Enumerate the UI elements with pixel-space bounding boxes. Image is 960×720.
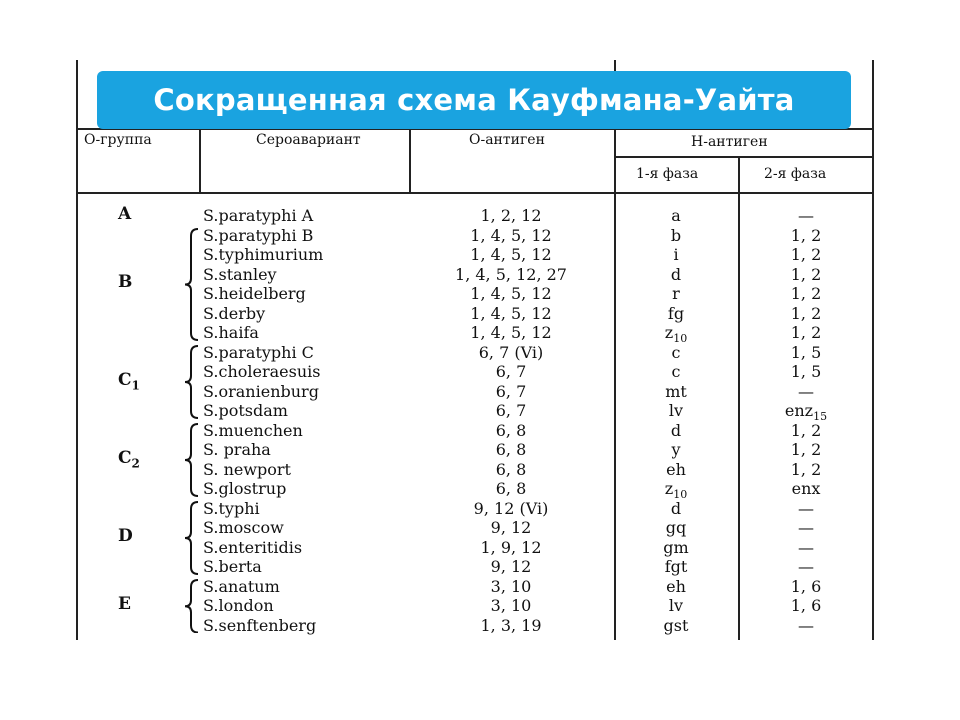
h-phase1-cell <box>663 538 688 557</box>
group-label-text: D <box>118 525 133 546</box>
h-phase1-cell <box>669 596 683 615</box>
o-antigen-cell-text: 1, 9, 12 <box>480 537 542 557</box>
h-phase2-cell <box>798 616 814 635</box>
h-phase2-cell-text: 1, 5 <box>790 342 822 362</box>
serovar-cell-text: S.glostrup <box>203 479 287 498</box>
subscript: 10 <box>673 488 688 502</box>
serovar-cell <box>203 557 262 576</box>
serovar-cell <box>203 284 306 303</box>
serovar-cell-text: S.haifa <box>203 323 259 342</box>
group-label-text: E <box>118 593 131 614</box>
serovar-cell <box>203 460 291 479</box>
serovar-cell-text: S.oranienburg <box>203 381 319 401</box>
o-antigen-cell-text: 9, 12 <box>490 557 532 576</box>
serovar-cell-text: S.senftenberg <box>203 615 317 635</box>
serovar-cell-text: S.stanley <box>203 264 277 284</box>
o-antigen-cell <box>470 226 551 245</box>
group-label-text: B <box>118 272 133 292</box>
o-antigen-cell-text: 6, 8 <box>495 459 527 479</box>
serovar-cell <box>203 206 313 225</box>
o-antigen-cell <box>496 479 527 498</box>
h-phase1-cell-text: gm <box>663 537 689 557</box>
h-phase1-cell <box>671 421 681 440</box>
h-phase2-cell-text: — <box>798 498 814 518</box>
o-antigen-cell-text: 1, 2, 12 <box>480 206 542 225</box>
group-brace-path <box>185 346 198 418</box>
h-phase1-cell <box>671 226 681 245</box>
o-antigen-cell-text: 3, 10 <box>490 576 532 596</box>
serovar-cell <box>203 499 260 518</box>
h-phase2-cell-text: — <box>798 518 814 537</box>
h-phase1-cell <box>666 577 686 596</box>
serovar-cell <box>203 343 314 362</box>
h-phase1-cell <box>671 206 681 225</box>
serovar-cell-text: S.potsdam <box>203 401 288 420</box>
o-antigen-cell <box>496 440 527 459</box>
serovar-cell <box>203 245 323 264</box>
h-phase2-cell <box>791 362 822 381</box>
h-phase2-cell-text: 1, 5 <box>790 362 822 381</box>
group-label-text: C <box>118 369 132 390</box>
h-phase2-cell-text: — <box>798 206 814 225</box>
o-antigen-cell <box>480 206 541 225</box>
h-phase2-cell-text: — <box>798 557 814 576</box>
col-separator <box>199 130 201 192</box>
o-antigen-cell <box>455 265 567 284</box>
o-antigen-cell <box>496 362 527 381</box>
o-antigen-cell-text: 6, 8 <box>495 479 527 498</box>
o-antigen-cell <box>474 499 549 518</box>
serovar-cell-text: S.moscow <box>203 518 284 537</box>
o-antigen-cell-text: 9, 12 <box>490 518 532 537</box>
group-label-text: C <box>118 447 132 468</box>
group-label <box>118 204 131 224</box>
serovar-cell-text: S.anatum <box>203 576 280 596</box>
h-antigen-subrule <box>614 156 874 158</box>
serovar-cell <box>203 596 274 615</box>
serovar-cell-text: S.berta <box>203 557 262 576</box>
o-antigen-cell <box>496 382 527 401</box>
o-antigen-cell-text: 6, 7 (Vi) <box>478 342 544 362</box>
h-phase2-cell <box>791 343 822 362</box>
serovar-cell-text: S.heidelberg <box>203 284 306 303</box>
o-antigen-cell <box>491 596 532 615</box>
serovar-cell-text: S.paratyphi B <box>203 225 314 245</box>
slide-title: Сокращенная схема Кауфмана-Уайта <box>97 71 851 129</box>
o-antigen-cell <box>480 616 541 635</box>
o-antigen-cell <box>496 460 527 479</box>
serovar-cell <box>203 577 280 596</box>
h-phase1-cell-text: gst <box>663 615 689 635</box>
h-phase2-cell <box>791 323 822 342</box>
serovar-cell <box>203 265 277 284</box>
serovar-cell <box>203 304 265 323</box>
header-serovar: Сероавариант <box>256 132 361 148</box>
o-antigen-cell-text: 9, 12 (Vi) <box>473 498 549 518</box>
group-brace <box>184 579 200 634</box>
serovar-cell-text: S.choleraesuis <box>203 362 321 381</box>
h-phase2-cell-text: 1, 2 <box>790 284 822 303</box>
h-phase2-cell <box>791 284 822 303</box>
h-phase2-cell-text: enx <box>791 479 821 498</box>
serovar-cell-text: S.typhimurium <box>203 245 324 264</box>
o-antigen-cell <box>480 538 541 557</box>
o-antigen-cell <box>496 421 527 440</box>
h-phase2-cell-text: 1, 2 <box>790 323 822 342</box>
o-antigen-cell-text: 3, 10 <box>490 596 532 615</box>
h-phase1-cell <box>671 499 681 518</box>
h-phase2-cell <box>791 596 822 615</box>
h-phase2-cell <box>791 226 822 245</box>
header-phase2: 2-я фаза <box>764 166 827 182</box>
h-phase1-cell <box>671 265 681 284</box>
h-phase1-cell <box>666 460 686 479</box>
group-label <box>118 370 140 392</box>
serovar-cell-text: S. praha <box>203 440 271 459</box>
subscript: 10 <box>673 332 688 346</box>
group-brace-path <box>185 580 198 633</box>
col-separator <box>614 60 616 640</box>
o-antigen-cell-text: 6, 7 <box>495 401 527 420</box>
h-phase2-cell <box>791 245 822 264</box>
h-phase1-cell-text: d <box>670 420 682 440</box>
table-left-border <box>76 60 78 640</box>
serovar-cell <box>203 440 271 459</box>
o-antigen-cell <box>470 304 551 323</box>
h-phase1-cell-text: lv <box>668 596 684 615</box>
o-antigen-cell-text: 6, 8 <box>495 440 527 459</box>
group-label-text: A <box>118 203 132 224</box>
group-label <box>118 272 132 292</box>
o-antigen-cell <box>470 323 551 342</box>
serovar-cell <box>203 479 286 498</box>
group-brace-path <box>185 424 198 496</box>
h-phase2-cell-text: 1, 2 <box>790 225 822 245</box>
header-group: О-группа <box>84 132 152 148</box>
serovar-cell <box>203 538 302 557</box>
serovar-cell <box>203 518 284 537</box>
group-label <box>118 526 133 546</box>
h-phase2-cell <box>792 479 821 498</box>
h-phase2-cell <box>791 577 822 596</box>
h-phase2-cell-text: 1, 2 <box>790 264 822 284</box>
h-phase2-cell-text: 1, 2 <box>790 459 822 479</box>
h-phase1-cell-text: eh <box>666 576 686 596</box>
h-phase2-cell <box>798 499 814 518</box>
o-antigen-cell-text: 6, 7 <box>495 362 527 381</box>
group-label <box>118 594 131 614</box>
o-antigen-cell-text: 1, 4, 5, 12 <box>470 323 552 342</box>
serovar-cell <box>203 226 313 245</box>
h-phase1-cell-text: r <box>672 284 680 303</box>
h-phase2-cell <box>791 460 822 479</box>
o-antigen-cell-text: 6, 7 <box>495 381 527 401</box>
serovar-cell <box>203 401 288 420</box>
h-phase1-cell <box>672 284 680 303</box>
serovar-cell-text: S.typhi <box>203 498 260 518</box>
header-o-antigen: О-антиген <box>469 132 545 148</box>
group-brace <box>184 423 200 497</box>
o-antigen-cell <box>491 577 532 596</box>
h-phase2-cell-text: 1, 6 <box>790 576 822 596</box>
h-phase2-cell-text: 1, 2 <box>790 440 822 459</box>
h-phase2-cell <box>791 421 822 440</box>
group-label-subscript: 1 <box>131 377 140 392</box>
group-label <box>118 448 140 470</box>
table-right-border <box>872 60 874 640</box>
serovar-cell-text: S.enteritidis <box>203 537 303 557</box>
h-phase1-cell <box>665 382 687 401</box>
serovar-cell-text: S.paratyphi A <box>203 206 314 225</box>
h-phase2-cell-text: 1, 6 <box>790 596 822 615</box>
h-phase1-cell-text: eh <box>666 459 686 479</box>
h-phase2-cell <box>791 265 822 284</box>
h-phase2-cell <box>791 304 822 323</box>
h-phase1-cell-text: z <box>664 323 674 342</box>
h-phase1-cell-text: b <box>670 225 682 245</box>
h-phase2-cell-text: — <box>798 381 814 401</box>
o-antigen-cell-text: 1, 4, 5, 12 <box>470 225 552 245</box>
serovar-cell <box>203 382 319 401</box>
serovar-cell <box>203 362 320 381</box>
serovar-cell-text: S.muenchen <box>203 420 303 440</box>
o-antigen-cell-text: 1, 4, 5, 12 <box>470 284 552 303</box>
h-phase1-cell-text: a <box>671 206 681 225</box>
serovar-cell <box>203 616 316 635</box>
header-bottom-rule <box>76 192 874 194</box>
h-phase1-cell-text: fg <box>667 303 685 323</box>
serovar-cell <box>203 323 259 342</box>
o-antigen-cell-text: 1, 4, 5, 12 <box>470 303 552 323</box>
h-phase1-cell-text: d <box>670 264 682 284</box>
o-antigen-cell <box>470 284 551 303</box>
serovar-cell <box>203 421 303 440</box>
o-antigen-cell-text: 1, 4, 5, 12, 27 <box>455 264 567 284</box>
serovar-cell-text: S.paratyphi C <box>203 342 314 362</box>
o-antigen-cell <box>479 343 544 362</box>
h-phase1-cell-text: i <box>673 245 679 264</box>
group-brace <box>184 345 200 419</box>
group-label-subscript: 2 <box>131 455 140 470</box>
group-brace-path <box>185 229 198 340</box>
o-antigen-cell-text: 1, 4, 5, 12 <box>470 245 552 264</box>
serovar-cell-text: S.london <box>203 596 274 615</box>
serovar-cell-text: S.derby <box>203 303 266 323</box>
serovar-cell-text: S. newport <box>203 459 291 479</box>
o-antigen-cell-text: 6, 8 <box>495 420 527 440</box>
h-phase1-cell-text: fgt <box>664 557 688 576</box>
h-phase1-cell-text: mt <box>665 381 687 401</box>
h-phase2-cell-text: — <box>798 615 814 635</box>
col-separator <box>409 130 411 192</box>
h-phase2-cell-text: 1, 2 <box>790 245 822 264</box>
subscript: 15 <box>813 410 828 424</box>
o-antigen-cell <box>496 401 527 420</box>
h-phase1-cell-text: c <box>671 342 681 362</box>
o-antigen-cell <box>491 557 532 576</box>
h-phase2-cell <box>798 557 814 576</box>
h-phase1-cell-text: y <box>671 440 681 459</box>
group-brace <box>184 501 200 575</box>
o-antigen-cell <box>491 518 532 537</box>
h-phase1-cell-text: c <box>671 362 681 381</box>
h-phase1-cell <box>671 440 680 459</box>
h-phase2-cell-text: — <box>798 537 814 557</box>
h-phase1-cell <box>665 557 688 576</box>
h-phase2-cell-text: enz <box>784 401 814 420</box>
h-phase2-cell <box>791 440 822 459</box>
h-phase2-cell-text: 1, 2 <box>790 303 822 323</box>
col-separator <box>738 156 740 640</box>
h-phase1-cell-text: lv <box>668 401 684 420</box>
h-phase2-cell <box>798 538 814 557</box>
h-phase2-cell <box>798 206 814 225</box>
h-phase1-cell <box>673 245 678 264</box>
h-phase2-cell-text: 1, 2 <box>790 420 822 440</box>
h-phase1-cell <box>668 304 684 323</box>
h-phase2-cell <box>798 518 814 537</box>
o-antigen-cell <box>470 245 551 264</box>
scanned-table <box>76 60 874 640</box>
h-phase1-cell <box>672 362 681 381</box>
h-phase1-cell-text: d <box>670 498 682 518</box>
h-phase1-cell <box>672 343 681 362</box>
h-phase1-cell <box>666 518 686 537</box>
h-phase1-cell <box>664 616 689 635</box>
h-phase1-cell <box>669 401 683 420</box>
o-antigen-cell-text: 1, 3, 19 <box>480 615 542 635</box>
h-phase1-cell-text: gq <box>665 518 687 537</box>
h-phase1-cell-text: z <box>664 479 674 498</box>
group-brace-path <box>185 502 198 574</box>
group-brace <box>184 228 200 341</box>
header-h-antigen: Н-антиген <box>691 134 768 150</box>
header-phase1: 1-я фаза <box>636 166 699 182</box>
h-phase2-cell <box>798 382 814 401</box>
